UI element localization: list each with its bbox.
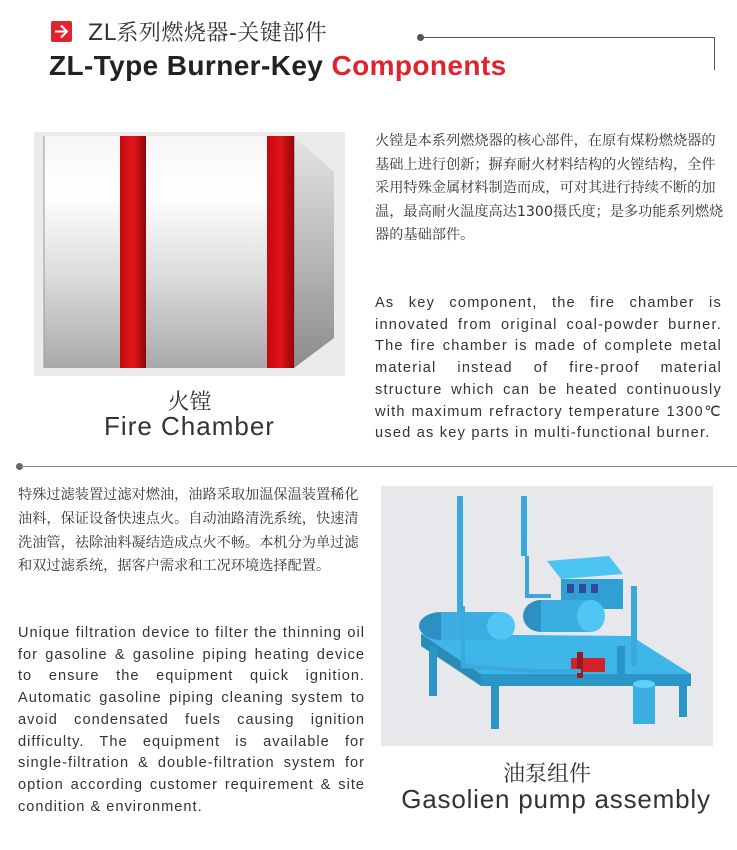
pump-assembly-image xyxy=(381,486,713,746)
page-header xyxy=(0,0,737,110)
title-english-highlight: Components xyxy=(331,50,507,81)
fire-chamber-image xyxy=(34,132,345,376)
fire-chamber-description-en: As key component, the fire chamber is innovated from original coal-powder burner. The fire chamber is made of complete metal material instead of fire-proof material structure which can be heated continuously with maximum refractory temperature 1300℃ used as key parts in multi-functional burner. xyxy=(375,295,722,442)
pump-description-cn: 特殊过滤装置过滤对燃油，油路采取加温保温装置稀化油料，保证设备快速点火。自动油路清洗系统，快速清洗油管，祛除油料凝结造成点火不畅。本机分为单过滤和双过滤系统，据客户需求和工况环境选择配置。 xyxy=(18,487,359,575)
pump-description-en: Unique filtration device to filter the thinning oil for gasoline & gasoline piping heating device to ensure the equipment quick ignition. Automatic gasoline piping cleaning system to avoid condensated fuels causing ignition difficulty. The equipment is available for single-filtration & double-filtration system for option according customer requirement & site condition & environment. xyxy=(18,625,365,815)
pump-caption-en: Gasolien pump assembly xyxy=(401,784,711,814)
section-divider xyxy=(20,466,737,467)
pump-caption-cn: 油泵组件 xyxy=(502,762,591,787)
fire-chamber-caption-en: Fire Chamber xyxy=(104,411,275,441)
header-bracket-line xyxy=(421,37,715,70)
arrow-right-icon xyxy=(51,21,72,42)
fire-chamber-caption-cn: 火镗 xyxy=(167,390,212,415)
fire-chamber-description-cn: 火镗是本系列燃烧器的核心部件，在原有煤粉燃烧器的基础上进行创新；摒弃耐火材料结构的火镗结构，全件采用特殊金属材料制造而成，可对其进行持续不断的加温，最高耐火温度高达1300摄氏度；是多功能系列燃烧器的基础部件。 xyxy=(375,133,724,243)
header-bracket-dot xyxy=(417,34,424,41)
title-english-part1: ZL-Type Burner-Key xyxy=(49,50,332,81)
title-chinese: ZL系列燃烧器-关键部件 xyxy=(88,21,328,46)
